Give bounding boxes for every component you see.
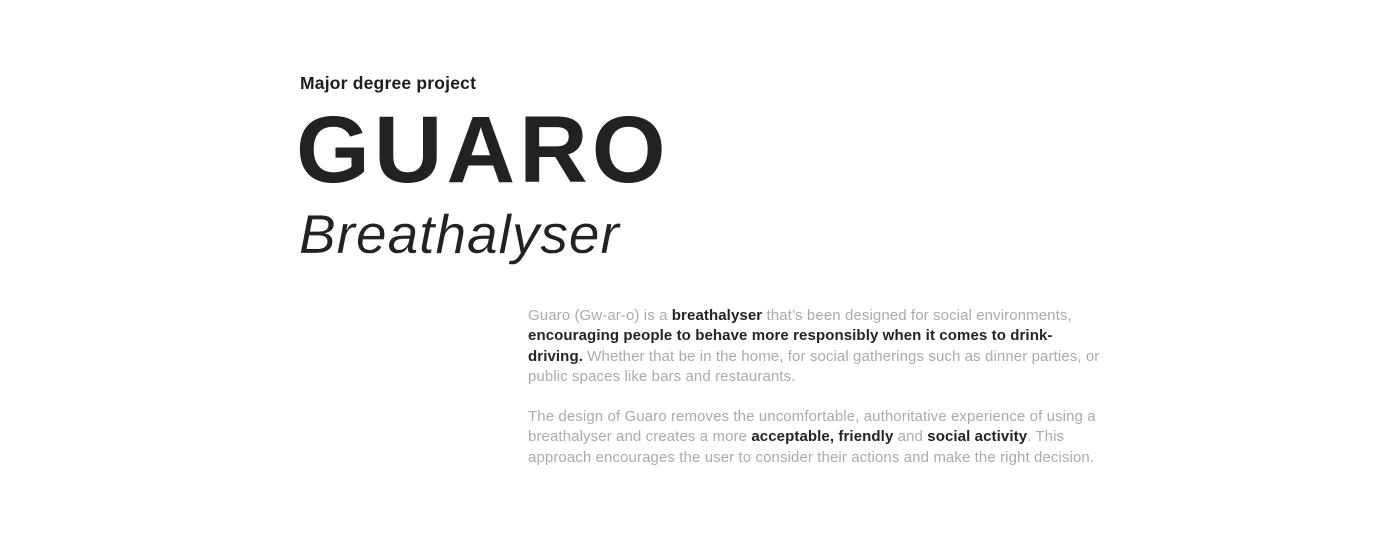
eyebrow-heading: Major degree project xyxy=(300,73,477,93)
intro-paragraph-1 xyxy=(528,306,1103,387)
project-title: GUARO xyxy=(296,97,670,203)
body-text: . This approach encourages the user to consider their actions and make the right decision. xyxy=(528,428,1095,466)
project-subtitle: Breathalyser xyxy=(299,203,620,265)
emphasis-text: acceptable, friendly xyxy=(751,428,894,446)
body-text: Whether that be in the home, for social gatherings such as dinner parties, or public spaces like bars and restaurants. xyxy=(528,347,1100,385)
body-text: The design of Guaro removes the uncomfortable, authoritative experience of using a breathalyser and creates a more xyxy=(528,408,1096,446)
emphasis-text: social activity xyxy=(927,428,1028,446)
body-text: Guaro (Gw-ar-o) is a xyxy=(528,307,672,324)
emphasis-text: encouraging people to behave more responsibly when it comes to drink-driving. xyxy=(528,327,1053,365)
emphasis-text: breathalyser xyxy=(671,307,763,324)
body-text: and xyxy=(893,428,928,446)
intro-paragraph-2 xyxy=(528,407,1103,468)
intro-text-block xyxy=(528,306,1103,468)
body-text: that’s been designed for social environments, xyxy=(762,307,1072,324)
